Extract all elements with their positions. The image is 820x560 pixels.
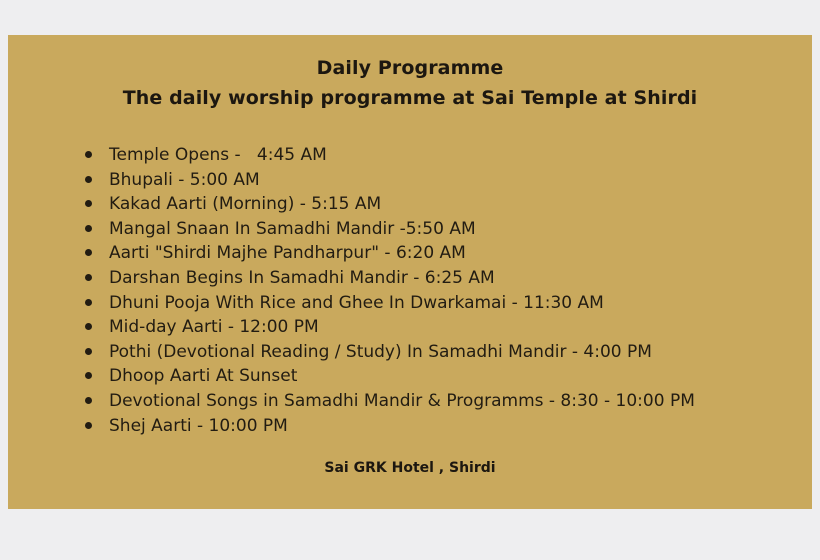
schedule-item-text: Aarti "Shirdi Majhe Pandharpur" - 6:20 AM (109, 243, 466, 264)
schedule-item-text: Kakad Aarti (Morning) - 5:15 AM (109, 194, 382, 215)
list-item (82, 414, 695, 439)
list-item (82, 315, 695, 340)
bullet-icon (85, 249, 92, 256)
schedule-item-text: Temple Opens - 4:45 AM (109, 145, 327, 165)
bullet-icon (85, 397, 92, 404)
list-item (82, 168, 695, 193)
list-item (82, 143, 695, 168)
bullet-icon (85, 299, 92, 306)
hotel-credit: Sai GRK Hotel , Shirdi (324, 460, 496, 476)
bullet-icon (85, 372, 92, 379)
bullet-icon (85, 348, 92, 355)
schedule-item-text: Darshan Begins In Samadhi Mandir - 6:25 AM (109, 267, 495, 288)
bullet-icon (85, 225, 92, 232)
schedule-item-text: Dhuni Pooja With Rice and Ghee In Dwarkamai - 11:30 AM (109, 292, 604, 313)
schedule-item-text: Mangal Snaan In Samadhi Mandir -5:50 AM (109, 218, 476, 239)
list-item (82, 291, 695, 316)
list-item (82, 266, 695, 291)
programme-card (8, 35, 812, 509)
bullet-icon (85, 274, 92, 281)
bullet-icon (85, 422, 92, 429)
schedule-item-text: Shej Aarti - 10:00 PM (109, 415, 288, 436)
page-subtitle: The daily worship programme at Sai Temple at Shirdi (122, 87, 698, 109)
page-title: Daily Programme (316, 57, 504, 79)
schedule-item-text: Devotional Songs in Samadhi Mandir & Programms - 8:30 - 10:00 PM (109, 390, 695, 411)
bullet-icon (85, 176, 92, 183)
bullet-icon (85, 323, 92, 330)
list-item (82, 192, 695, 217)
list-item (82, 340, 695, 365)
list-item (82, 217, 695, 242)
list-item (82, 241, 695, 266)
schedule-item-text: Bhupali - 5:00 AM (109, 169, 260, 190)
list-item (82, 389, 695, 414)
bullet-icon (85, 151, 92, 158)
schedule-item-text: Pothi (Devotional Reading / Study) In Samadhi Mandir - 4:00 PM (109, 341, 652, 362)
bullet-icon (85, 200, 92, 207)
schedule-list (82, 143, 695, 438)
list-item (82, 364, 695, 389)
schedule-item-text: Mid-day Aarti - 12:00 PM (109, 317, 319, 338)
schedule-item-text: Dhoop Aarti At Sunset (109, 366, 298, 387)
